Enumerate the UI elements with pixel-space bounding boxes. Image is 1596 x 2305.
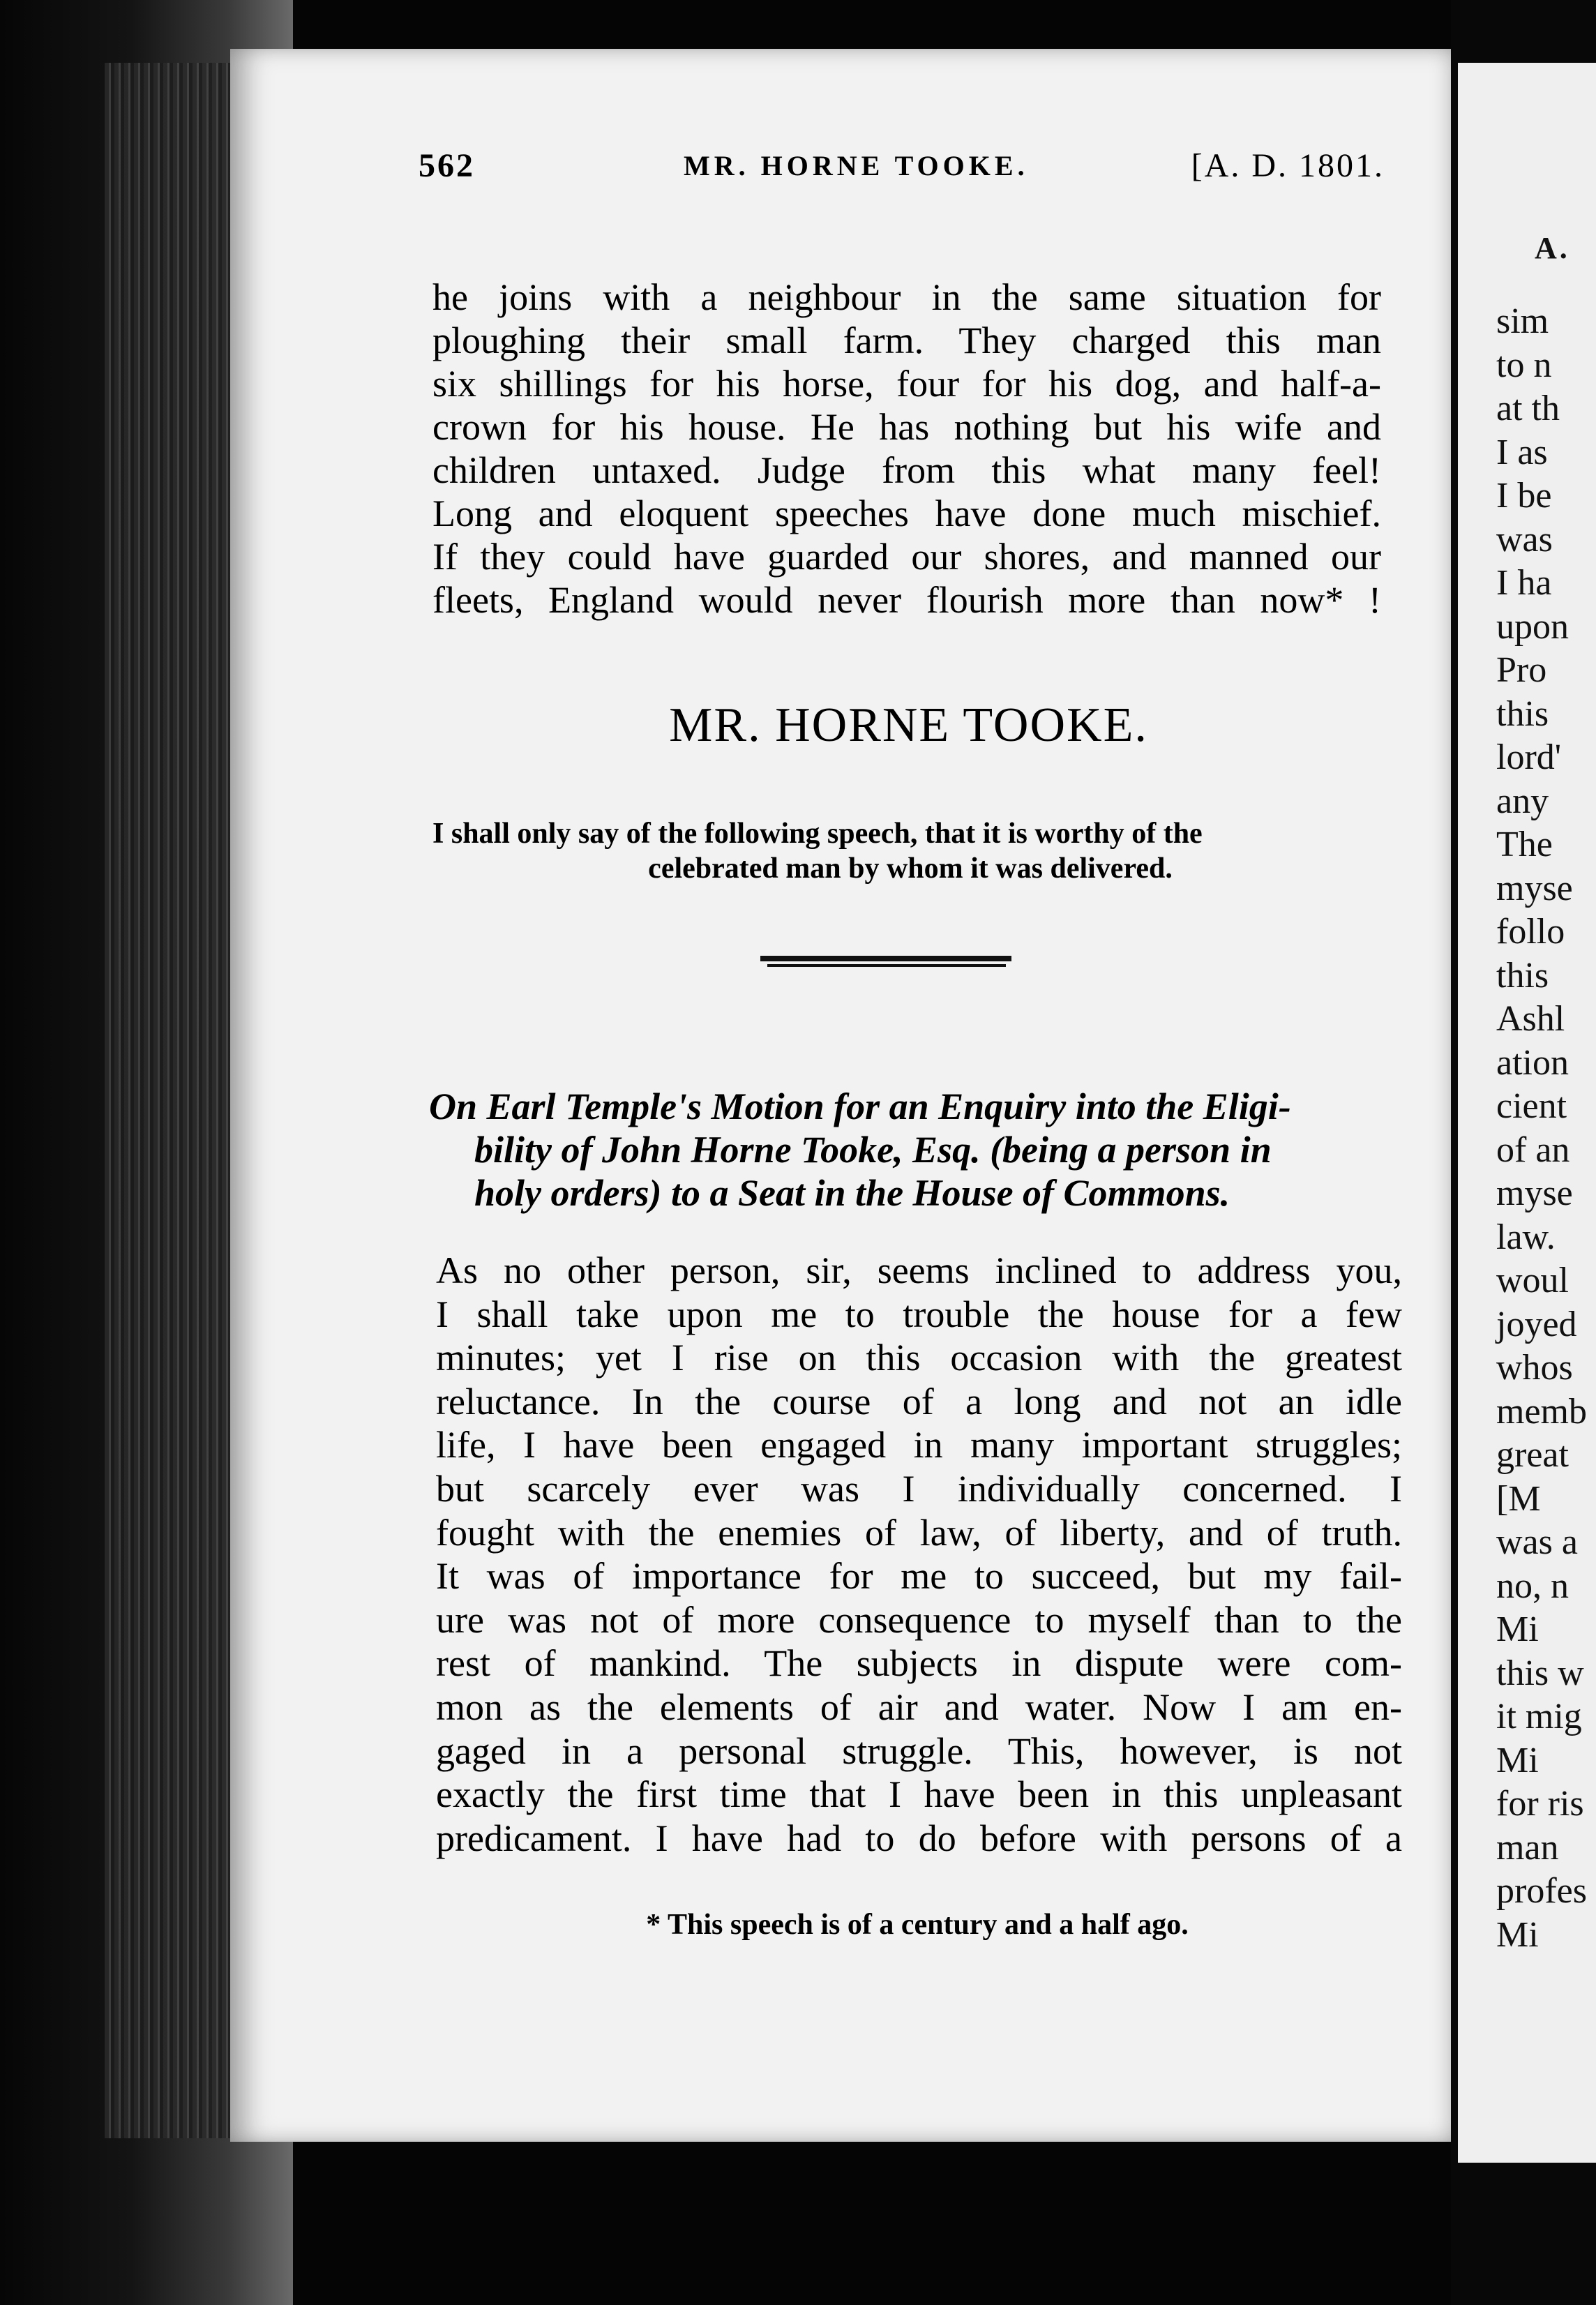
facing-line: was a <box>1496 1522 1578 1562</box>
facing-line: law. <box>1496 1217 1556 1257</box>
facing-line: no, n <box>1496 1566 1569 1606</box>
facing-running-head: A. <box>1535 231 1570 265</box>
motion-heading <box>429 1085 1402 1215</box>
facing-line: follo <box>1496 912 1565 952</box>
facing-line: lord' <box>1496 737 1562 777</box>
text-line: Long and eloquent speeches have done much mischief. <box>432 493 1381 534</box>
facing-line: any <box>1496 781 1549 821</box>
text-line: exactly the first time that I have been in this unpleasant <box>436 1773 1402 1816</box>
facing-line: profes <box>1496 1871 1587 1911</box>
facing-line: of an <box>1496 1129 1570 1170</box>
text-line: If they could have guarded our shores, and manned our <box>432 536 1381 578</box>
text-line: ploughing their small farm. They charged this man <box>432 320 1381 361</box>
facing-line: whos <box>1496 1348 1573 1388</box>
speech-body <box>436 1249 1402 1860</box>
text-line: As no other person, sir, seems inclined to address you, <box>436 1249 1402 1291</box>
facing-line: sim <box>1496 301 1549 341</box>
facing-line: man <box>1496 1827 1559 1868</box>
facing-line: this <box>1496 693 1549 734</box>
facing-line: myse <box>1496 868 1573 908</box>
text-line: fleets, England would never flourish more than now* ! <box>432 579 1381 621</box>
running-head <box>419 147 1385 202</box>
opening-paragraph <box>432 276 1381 622</box>
running-date: [A. D. 1801. <box>1191 147 1385 184</box>
facing-line: this w <box>1496 1653 1584 1693</box>
facing-line: Ashl <box>1496 999 1565 1039</box>
footnote: * This speech is of a century and a half ago. <box>646 1909 1189 1941</box>
facing-line: upon <box>1496 606 1569 647</box>
text-line: I shall take upon me to trouble the house for a few <box>436 1293 1402 1335</box>
text-line: predicament. I have had to do before with persons of a <box>436 1817 1402 1859</box>
facing-line: for ris <box>1496 1784 1584 1824</box>
facing-line: Mi <box>1496 1609 1539 1649</box>
text-line: he joins with a neighbour in the same situation for <box>432 276 1381 318</box>
facing-line: to n <box>1496 345 1552 385</box>
text-line: crown for his house. He has nothing but his wife and <box>432 406 1381 448</box>
text-line: reluctance. In the course of a long and not an idle <box>436 1380 1402 1422</box>
running-title: MR. HORNE TOOKE. <box>684 150 1029 181</box>
facing-page-text <box>1496 300 1596 1957</box>
facing-line: The <box>1496 825 1553 864</box>
facing-line: [M <box>1496 1478 1541 1519</box>
facing-line: at th <box>1496 389 1560 428</box>
facing-line: it mig <box>1496 1697 1582 1736</box>
facing-line: I as <box>1496 432 1548 472</box>
text-line: rest of mankind. The subjects in dispute were com- <box>436 1642 1402 1685</box>
motion-line: holy orders) to a Seat in the House of Commons. <box>474 1172 1230 1214</box>
facing-line: ation <box>1496 1042 1569 1083</box>
page-number: 562 <box>419 147 475 184</box>
facing-line: joyed <box>1496 1304 1577 1344</box>
facing-line: woul <box>1496 1261 1569 1300</box>
facing-line: I be <box>1496 476 1552 516</box>
facing-line: Mi <box>1496 1914 1539 1955</box>
text-line: gaged in a personal struggle. This, however, is not <box>436 1729 1402 1772</box>
facing-line: was <box>1496 519 1553 560</box>
decorative-rule <box>760 956 1011 971</box>
intro-line: celebrated man by whom it was delivered. <box>648 853 1173 885</box>
facing-line: myse <box>1496 1173 1573 1213</box>
facing-line: this <box>1496 955 1549 996</box>
section-title: MR. HORNE TOOKE. <box>669 698 1148 752</box>
facing-line: cient <box>1496 1086 1567 1126</box>
intro-note <box>432 816 1388 886</box>
text-line: six shillings for his horse, four for his dog, and half-a- <box>432 363 1381 405</box>
facing-line: memb <box>1496 1391 1587 1432</box>
motion-line: On Earl Temple's Motion for an Enquiry into the Eligi- <box>429 1086 1291 1127</box>
page-edges <box>105 63 251 2138</box>
facing-line: great <box>1496 1435 1569 1475</box>
text-line: fought with the enemies of law, of liberty, and of truth. <box>436 1511 1402 1554</box>
text-line: children untaxed. Judge from this what many feel! <box>432 449 1381 491</box>
text-line: It was of importance for me to succeed, but my fail- <box>436 1555 1402 1598</box>
motion-line: bility of John Horne Tooke, Esq. (being a person in <box>474 1129 1272 1171</box>
facing-line: I ha <box>1496 563 1552 603</box>
text-line: mon as the elements of air and water. Now I am en- <box>436 1685 1402 1728</box>
text-line: life, I have been engaged in many important struggles; <box>436 1424 1402 1466</box>
text-line: minutes; yet I rise on this occasion with the greatest <box>436 1337 1402 1379</box>
text-line: ure was not of more consequence to myself than to the <box>436 1598 1402 1641</box>
facing-line: Pro <box>1496 650 1547 690</box>
intro-line: I shall only say of the following speech, that it is worthy of the <box>432 818 1203 850</box>
facing-line: Mi <box>1496 1740 1539 1780</box>
text-line: but scarcely ever was I individually concerned. I <box>436 1467 1402 1510</box>
